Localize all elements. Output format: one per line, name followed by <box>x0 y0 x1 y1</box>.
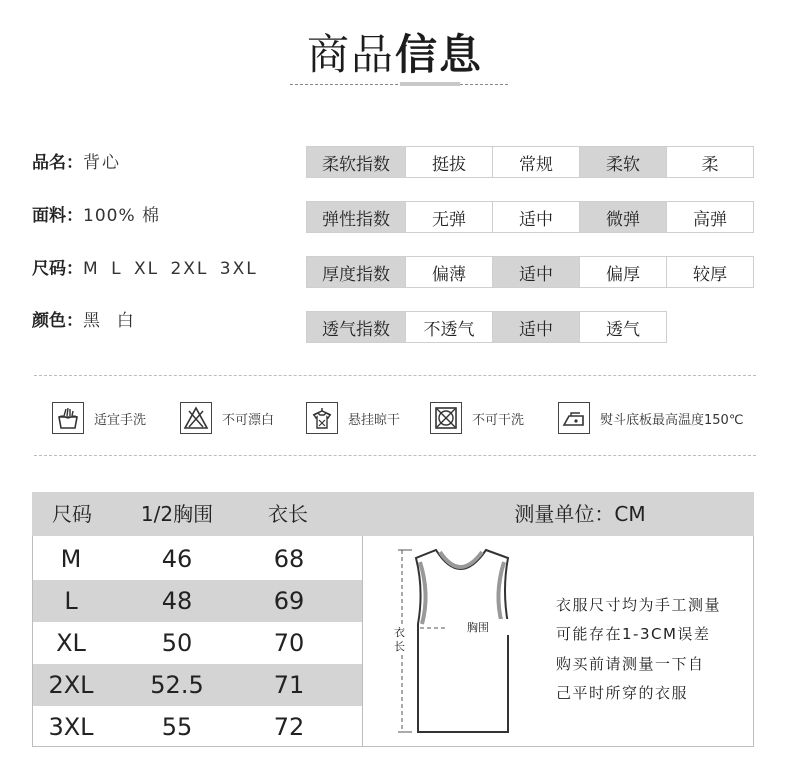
index-option: 常规 <box>492 146 580 178</box>
section-divider <box>34 375 756 376</box>
size-cell: M <box>60 545 82 573</box>
length-label: 衣 长 <box>394 626 405 653</box>
title-underline <box>290 84 508 85</box>
index-row-thickness <box>306 256 754 288</box>
index-option: 透气 <box>579 311 667 343</box>
index-name: 弹性指数 <box>306 201 406 233</box>
size-header-size: 尺码 <box>52 502 92 526</box>
hand-wash-icon <box>52 402 84 434</box>
length-cell: 72 <box>273 713 305 741</box>
chest-cell: 55 <box>161 713 193 741</box>
index-option: 偏厚 <box>579 256 667 288</box>
length-cell: 71 <box>273 671 305 699</box>
index-option-selected: 微弹 <box>579 201 667 233</box>
note-line: 己平时所穿的衣服 <box>556 684 689 702</box>
section-divider <box>34 455 756 456</box>
info-label: 尺码： <box>32 259 83 279</box>
info-value: M L XL 2XL 3XL <box>83 259 258 279</box>
table-border <box>753 536 754 746</box>
care-item-hand-wash <box>52 400 146 436</box>
info-label: 颜色： <box>32 311 83 331</box>
iron-icon <box>558 402 590 434</box>
index-name: 柔软指数 <box>306 146 406 178</box>
page-title <box>0 22 790 82</box>
size-header-chest: 1/2胸围 <box>140 502 214 526</box>
size-cell: 2XL <box>48 671 94 699</box>
table-row <box>32 664 362 706</box>
chest-cell: 46 <box>161 545 193 573</box>
size-unit-label: 测量单位：CM <box>514 502 646 526</box>
info-label: 面料： <box>32 206 83 226</box>
chest-cell: 50 <box>161 629 193 657</box>
tank-top-diagram <box>390 540 530 740</box>
index-option-selected: 适中 <box>492 256 580 288</box>
care-label: 熨斗底板最高温度150℃ <box>600 412 744 428</box>
care-item-hang-dry <box>306 400 400 436</box>
chest-cell: 52.5 <box>150 671 204 699</box>
care-label: 悬挂晾干 <box>348 412 401 428</box>
index-row-elasticity <box>306 201 754 233</box>
info-value: 背心 <box>83 153 121 173</box>
index-option: 适中 <box>492 201 580 233</box>
care-label: 不可漂白 <box>222 412 275 428</box>
care-item-no-bleach <box>180 400 274 436</box>
index-option: 挺拔 <box>405 146 493 178</box>
table-divider <box>362 536 363 746</box>
info-fabric <box>32 201 160 226</box>
size-header-length: 衣长 <box>268 502 308 526</box>
care-label: 不可干洗 <box>472 412 525 428</box>
info-name <box>32 148 121 173</box>
info-sizes <box>32 254 258 279</box>
index-name: 透气指数 <box>306 311 406 343</box>
size-cell: L <box>64 587 78 615</box>
size-cell: XL <box>56 629 86 657</box>
index-option: 无弹 <box>405 201 493 233</box>
info-value: 黑 白 <box>83 311 136 331</box>
title-accent-bar <box>400 82 460 86</box>
index-option: 较厚 <box>666 256 754 288</box>
no-bleach-icon <box>180 402 212 434</box>
index-option: 柔 <box>666 146 754 178</box>
length-cell: 69 <box>273 587 305 615</box>
no-dry-clean-icon <box>430 402 462 434</box>
title-part-1: 商品 <box>306 30 395 79</box>
table-border <box>32 746 754 747</box>
note-line: 购买前请测量一下自 <box>556 655 705 673</box>
care-label: 适宜手洗 <box>94 412 147 428</box>
table-row <box>32 622 362 664</box>
length-cell: 68 <box>273 545 305 573</box>
care-item-no-dry-clean <box>430 400 524 436</box>
index-name: 厚度指数 <box>306 256 406 288</box>
index-row-softness <box>306 146 754 178</box>
index-option-selected: 柔软 <box>579 146 667 178</box>
index-option: 偏薄 <box>405 256 493 288</box>
title-part-2: 信息 <box>395 30 484 79</box>
care-item-iron <box>558 400 743 436</box>
table-border <box>32 536 33 746</box>
index-option-selected: 适中 <box>492 311 580 343</box>
index-option: 不透气 <box>405 311 493 343</box>
chest-label: 胸围 <box>446 619 510 635</box>
table-row <box>32 538 362 580</box>
hang-dry-icon <box>306 402 338 434</box>
note-line: 衣服尺寸均为手工测量 <box>556 596 722 614</box>
index-row-breathability <box>306 311 667 343</box>
length-cell: 70 <box>273 629 305 657</box>
index-option: 高弹 <box>666 201 754 233</box>
size-cell: 3XL <box>48 713 94 741</box>
table-row <box>32 706 362 748</box>
info-value: 100% 棉 <box>83 206 161 226</box>
chest-cell: 48 <box>161 587 193 615</box>
info-label: 品名： <box>32 153 83 173</box>
note-line: 可能存在1-3CM误差 <box>556 625 711 643</box>
info-colors <box>32 306 136 331</box>
table-row <box>32 580 362 622</box>
